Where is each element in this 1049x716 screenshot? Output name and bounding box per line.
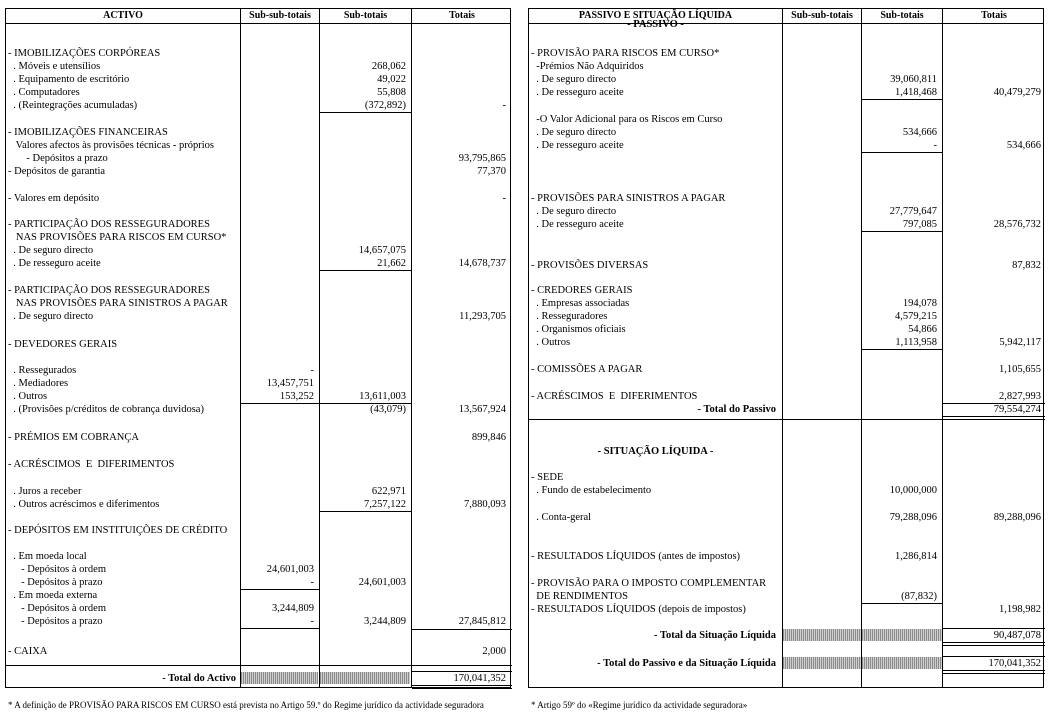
right-table-row: [529, 47, 1043, 60]
header-sub-totais: Sub-totais: [343, 10, 388, 21]
left-table-row: [6, 458, 510, 471]
row-label: . De seguro directo: [531, 127, 617, 138]
row-label: - Total do Passivo e da Situação Líquida: [597, 658, 776, 669]
right-table-row: [529, 205, 1043, 218]
left-table-row: [6, 99, 510, 112]
row-label: - PROVISÃO PARA O IMPOSTO COMPLEMENTAR: [531, 578, 767, 589]
left-table-row: [6, 390, 510, 403]
row-total: 14,678,737: [458, 258, 506, 269]
row-label: . Equipamento de escritório: [8, 74, 130, 85]
right-table-row: [529, 323, 1043, 336]
row-label: . Outros: [8, 391, 48, 402]
row-sub-total: 39,060,811: [890, 74, 937, 85]
row-sub-total: 3,244,809: [364, 616, 406, 627]
row-sub-total: 622,971: [371, 486, 406, 497]
row-label: - IMOBILIZAÇÕES CORPÓREAS: [8, 48, 161, 59]
total-hatch: [783, 629, 861, 641]
row-sub-total: 10,000,000: [889, 485, 937, 496]
header-sub-sub-totais: Sub-sub-totais: [791, 10, 853, 21]
subtotal-underline: [320, 270, 411, 271]
left-table-row: [6, 165, 510, 178]
row-label: Valores afectos às provisões técnicas - próprios: [8, 140, 214, 151]
row-label: - PARTICIPAÇÃO DOS RESSEGURADORES: [8, 285, 210, 296]
row-total: 79,554,274: [993, 404, 1041, 415]
right-table-row: [529, 445, 1043, 458]
row-label: - DEVEDORES GERAIS: [8, 339, 118, 350]
row-label: . Conta-geral: [531, 512, 592, 523]
row-label: - CREDORES GERAIS: [531, 285, 633, 296]
row-label: DE RENDIMENTOS: [531, 591, 628, 602]
total-separator: [6, 665, 512, 666]
row-label: - Depósitos à prazo: [8, 577, 103, 588]
row-label: . Ressegurados: [8, 365, 77, 376]
row-total: 1,198,982: [999, 604, 1041, 615]
right-table-row: [529, 310, 1043, 323]
right-table-row: [529, 259, 1043, 272]
row-total: 28,576,732: [993, 219, 1041, 230]
row-sub-total: -: [933, 140, 937, 151]
subtotal-underline: [320, 511, 411, 512]
row-label: - PROVISÕES DIVERSAS: [531, 260, 649, 271]
row-label: -O Valor Adicional para os Riscos em Curso: [531, 114, 723, 125]
row-sub-total: 13,611,003: [359, 391, 406, 402]
left-table-row: [6, 73, 510, 86]
left-table-row: [6, 364, 510, 377]
right-table-row: [529, 139, 1043, 152]
right-table-row: [529, 218, 1043, 231]
row-total: 13,567,924: [458, 404, 506, 415]
row-label: . De seguro directo: [531, 74, 617, 85]
row-label: - Total da Situação Líquida: [654, 630, 776, 641]
row-total: 89,288,096: [993, 512, 1041, 523]
left-table-row: [6, 310, 510, 323]
row-sub-total: (43,079): [370, 404, 406, 415]
row-label: - PROVISÕES PARA SINISTROS A PAGAR: [531, 193, 726, 204]
header-totais: Totais: [449, 10, 475, 21]
row-label: - RESULTADOS LÍQUIDOS (antes de impostos): [531, 551, 741, 562]
row-label: . (Provisões p/créditos de cobrança duvidosa): [8, 404, 204, 415]
row-label: . Resseguradores: [531, 311, 608, 322]
left-table-row: [6, 231, 510, 244]
left-table-row: [6, 645, 510, 658]
subtotal-underline: [862, 152, 942, 153]
subtotal-underline: [241, 628, 319, 629]
row-sub-total: (87,832): [901, 591, 937, 602]
row-total: 2,000: [482, 646, 506, 657]
right-table-row: [529, 336, 1043, 349]
row-label: - SITUAÇÃO LÍQUIDA -: [597, 446, 714, 457]
right-table-row: [529, 284, 1043, 297]
row-label: . Outros: [531, 337, 571, 348]
row-sub-total: 54,866: [908, 324, 937, 335]
row-label: NAS PROVISÕES PARA RISCOS EM CURSO*: [8, 232, 227, 243]
total-hatch: [862, 629, 942, 641]
row-sub-sub-total: 13,457,751: [266, 378, 314, 389]
right-table-row: [529, 590, 1043, 603]
right-table-row: [529, 577, 1043, 590]
row-label: . Em moeda externa: [8, 590, 98, 601]
subtotal-underline: [862, 349, 942, 350]
right-table-row: [529, 86, 1043, 99]
row-label: - PARTICIPAÇÃO DOS RESSEGURADORES: [8, 219, 210, 230]
left-table-row: [6, 47, 510, 60]
row-sub-total: 21,662: [377, 258, 406, 269]
row-sub-sub-total: 24,601,003: [266, 564, 314, 575]
row-sub-total: 1,286,814: [895, 551, 937, 562]
left-table-row: [6, 284, 510, 297]
row-label: . De seguro directo: [531, 206, 617, 217]
row-label: . Mediadores: [8, 378, 69, 389]
row-label: . De resseguro aceite: [531, 219, 624, 230]
left-table-row: [6, 297, 510, 310]
right-table-row: [529, 73, 1043, 86]
row-label: - PASSIVO -: [627, 19, 684, 30]
left-table-row: [6, 576, 510, 589]
row-label: - Total do Passivo: [697, 404, 776, 415]
row-label: - SEDE: [531, 472, 564, 483]
row-label: . De resseguro aceite: [531, 140, 624, 151]
subtotal-underline: [320, 112, 411, 113]
row-total: 93,795,865: [458, 153, 506, 164]
row-sub-sub-total: 153,252: [279, 391, 314, 402]
passivo-table: [528, 8, 1044, 688]
row-sub-total: 7,257,122: [364, 499, 406, 510]
row-label: . Organismos oficiais: [531, 324, 626, 335]
total-hatch: [862, 657, 942, 669]
row-label: . De seguro directo: [8, 245, 94, 256]
left-table-row: [6, 431, 510, 444]
right-table-row: [529, 484, 1043, 497]
subtotal-underline: [241, 403, 319, 404]
row-label: - Depósitos à ordem: [8, 603, 106, 614]
left-table-row: [6, 218, 510, 231]
row-sub-total: 1,418,468: [895, 87, 937, 98]
row-sub-total: 79,288,096: [889, 512, 937, 523]
left-table-row: [6, 602, 510, 615]
total-double-underline: [943, 642, 1045, 646]
activo-footnote: * A definição de PROVISÃO PARA RISCOS EM CURSO está prevista no Artigo 59.º do Regime jurídico da actividade seguradora: [8, 700, 484, 710]
row-sub-sub-total: -: [310, 616, 314, 627]
total-hatch: [320, 672, 410, 684]
row-total: 77,370: [477, 166, 506, 177]
subtotal-underline: [862, 603, 942, 604]
right-table-row: [529, 390, 1043, 403]
row-total: 170,041,352: [453, 673, 506, 684]
left-table-row: [6, 338, 510, 351]
left-table-row: [6, 60, 510, 73]
row-sub-total: 14,657,075: [358, 245, 406, 256]
row-label: - Depósitos a prazo: [8, 153, 108, 164]
right-table-row: [529, 471, 1043, 484]
left-table-row: [6, 589, 510, 602]
row-sub-total: 268,062: [371, 61, 406, 72]
header-passivo: PASSIVO E SITUAÇÃO LÍQUIDA: [578, 10, 733, 21]
row-total: 170,041,352: [988, 658, 1041, 669]
left-table-row: [6, 126, 510, 139]
row-label: - ACRÉSCIMOS E DIFERIMENTOS: [531, 391, 698, 402]
row-total: -: [502, 100, 506, 111]
total-double-underline: [943, 670, 1045, 674]
right-table-row: [529, 60, 1043, 73]
header-activo: ACTIVO: [103, 10, 143, 21]
row-total: -: [502, 193, 506, 204]
row-label: - Depósitos de garantia: [8, 166, 106, 177]
row-sub-sub-total: 3,244,809: [272, 603, 314, 614]
row-sub-total: 534,666: [902, 127, 937, 138]
left-table-row: [6, 152, 510, 165]
right-table-row: [529, 363, 1043, 376]
left-table-row: [6, 524, 510, 537]
activo-header-row: [6, 9, 510, 24]
row-total: 899,846: [471, 432, 506, 443]
row-label: . Em moeda local: [8, 551, 87, 562]
total-double-underline: [412, 685, 512, 689]
row-label: . Fundo de estabelecimento: [531, 485, 652, 496]
row-label: NAS PROVISÕES PARA SINISTROS A PAGAR: [8, 298, 228, 309]
row-total: 11,293,705: [459, 311, 506, 322]
left-table-row: [6, 615, 510, 628]
right-table-row: [529, 550, 1043, 563]
header-sub-sub-totais: Sub-sub-totais: [249, 10, 311, 21]
right-table-row: [529, 511, 1043, 524]
row-sub-total: 194,078: [902, 298, 937, 309]
row-sub-total: 24,601,003: [358, 577, 406, 588]
passivo-footnote: * Artigo 59º do «Regime jurídico da actividade seguradora»: [531, 700, 748, 710]
row-label: - Depósitos à ordem: [8, 564, 106, 575]
activo-table: [5, 8, 511, 688]
subtotal-underline: [320, 403, 411, 404]
left-table-row: [6, 192, 510, 205]
row-label: -Prémios Não Adquiridos: [531, 61, 644, 72]
row-sub-total: 1,113,958: [895, 337, 937, 348]
row-total: 40,479,279: [993, 87, 1041, 98]
right-table-row: [529, 192, 1043, 205]
left-table-row: [6, 244, 510, 257]
total-hatch: [241, 672, 318, 684]
subtotal-underline: [241, 589, 319, 590]
row-total: 90,487,078: [993, 630, 1041, 641]
row-sub-total: 4,579,215: [895, 311, 937, 322]
right-table-row: [529, 126, 1043, 139]
row-total: 534,666: [1006, 140, 1041, 151]
row-label: . De resseguro aceite: [8, 258, 101, 269]
row-label: . Móveis e utensílios: [8, 61, 101, 72]
row-sub-total: 27,779,647: [889, 206, 937, 217]
left-table-row: [6, 550, 510, 563]
left-table-row: [6, 257, 510, 270]
left-table-row: [6, 86, 510, 99]
left-table-row: [6, 377, 510, 390]
row-sub-sub-total: -: [310, 577, 314, 588]
right-table-row: [529, 603, 1043, 616]
subtotal-underline: [862, 231, 942, 232]
row-total: 87,832: [1012, 260, 1041, 271]
row-label: - RESULTADOS LÍQUIDOS (depois de impostos): [531, 604, 746, 615]
row-label: - IMOBILIZAÇÕES FINANCEIRAS: [8, 127, 168, 138]
row-total: 2,827,993: [999, 391, 1041, 402]
row-label: - DEPÓSITOS EM INSTITUIÇÕES DE CRÉDITO: [8, 525, 228, 536]
left-table-row: [6, 498, 510, 511]
row-label: . Juros a receber: [8, 486, 82, 497]
row-label: - Total do Activo: [162, 673, 236, 684]
row-sub-total: (372,892): [364, 100, 406, 111]
right-table-row: [529, 113, 1043, 126]
row-sub-total: 797,085: [902, 219, 937, 230]
row-label: - Depósitos a prazo: [8, 616, 103, 627]
row-label: . Outros acréscimos e diferimentos: [8, 499, 160, 510]
row-total: 27,845,812: [458, 616, 506, 627]
row-total: 5,942,117: [999, 337, 1041, 348]
subtotal-underline: [862, 99, 942, 100]
row-sub-sub-total: -: [310, 365, 314, 376]
left-table-row: [6, 563, 510, 576]
row-label: - CAIXA: [8, 646, 48, 657]
header-sub-totais: Sub-totais: [880, 10, 924, 21]
row-total: 7,880,093: [464, 499, 506, 510]
row-label: . De seguro directo: [8, 311, 94, 322]
right-table-row: [529, 18, 1043, 31]
left-table-row: [6, 403, 510, 416]
header-totais: Totais: [981, 10, 1007, 21]
row-label: . Empresas associadas: [531, 298, 630, 309]
left-table-row: [6, 485, 510, 498]
left-table-row: [6, 139, 510, 152]
row-total: 1,105,655: [999, 364, 1041, 375]
row-label: - ACRÉSCIMOS E DIFERIMENTOS: [8, 459, 175, 470]
row-label: - Valores em depósito: [8, 193, 100, 204]
row-sub-total: 49,022: [377, 74, 406, 85]
total-hatch: [783, 657, 861, 669]
row-label: - PROVISÃO PARA RISCOS EM CURSO*: [531, 48, 720, 59]
row-sub-total: 55,808: [377, 87, 406, 98]
right-table-row: [529, 403, 1043, 416]
row-label: . De resseguro aceite: [531, 87, 624, 98]
row-label: . Computadores: [8, 87, 80, 98]
row-label: - PRÉMIOS EM COBRANÇA: [8, 432, 139, 443]
right-table-row: [529, 297, 1043, 310]
row-label: . (Reintegrações acumuladas): [8, 100, 138, 111]
row-label: - COMISSÕES A PAGAR: [531, 364, 643, 375]
